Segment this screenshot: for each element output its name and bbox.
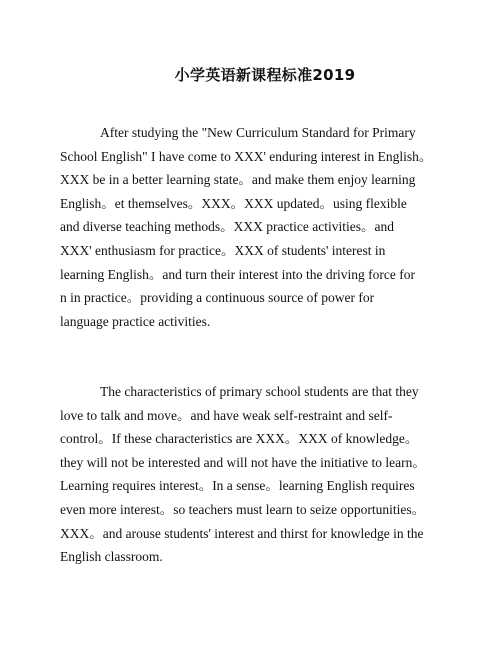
paragraph-line: they will not be interested and will not have the initiative to learn。 [60, 454, 426, 470]
paragraph-1 [60, 121, 460, 333]
paragraph-line: even more interest。so teachers must learn to seize opportunities。 [60, 501, 426, 517]
paragraph-2 [60, 380, 460, 569]
paragraph-line: XXX' enthusiasm for practice。XXX of students' interest in [60, 242, 386, 258]
paragraph-line: language practice activities. [60, 313, 211, 329]
paragraph-line: love to talk and move。and have weak self-restraint and self- [60, 407, 393, 423]
paragraph-line: n in practice。providing a continuous source of power for [60, 290, 375, 306]
paragraph-line: and diverse teaching methods。XXX practice activities。and [60, 219, 395, 235]
paragraph-line: control。If these characteristics are XXX。XXX of knowledge。 [60, 431, 419, 447]
paragraph-line: The characteristics of primary school students are that they [100, 384, 419, 399]
paragraph-line: School English" I have come to XXX' enduring interest in English。 [60, 148, 433, 164]
document-title: 小学英语新课程标准2019 [174, 66, 356, 84]
paragraph-line: learning English。and turn their interest into the driving force for [60, 266, 416, 282]
paragraph-line: XXX be in a better learning state。and make them enjoy learning [60, 172, 416, 188]
paragraph-line: After studying the "New Curriculum Standard for Primary [100, 125, 416, 140]
paragraph-line: Learning requires interest。In a sense。learning English requires [60, 478, 415, 494]
paragraph-line: English。et themselves。XXX。XXX updated。using flexible [60, 195, 407, 211]
paragraph-line: XXX。and arouse students' interest and thirst for knowledge in the [60, 525, 424, 541]
paragraph-line: English classroom. [60, 549, 163, 565]
